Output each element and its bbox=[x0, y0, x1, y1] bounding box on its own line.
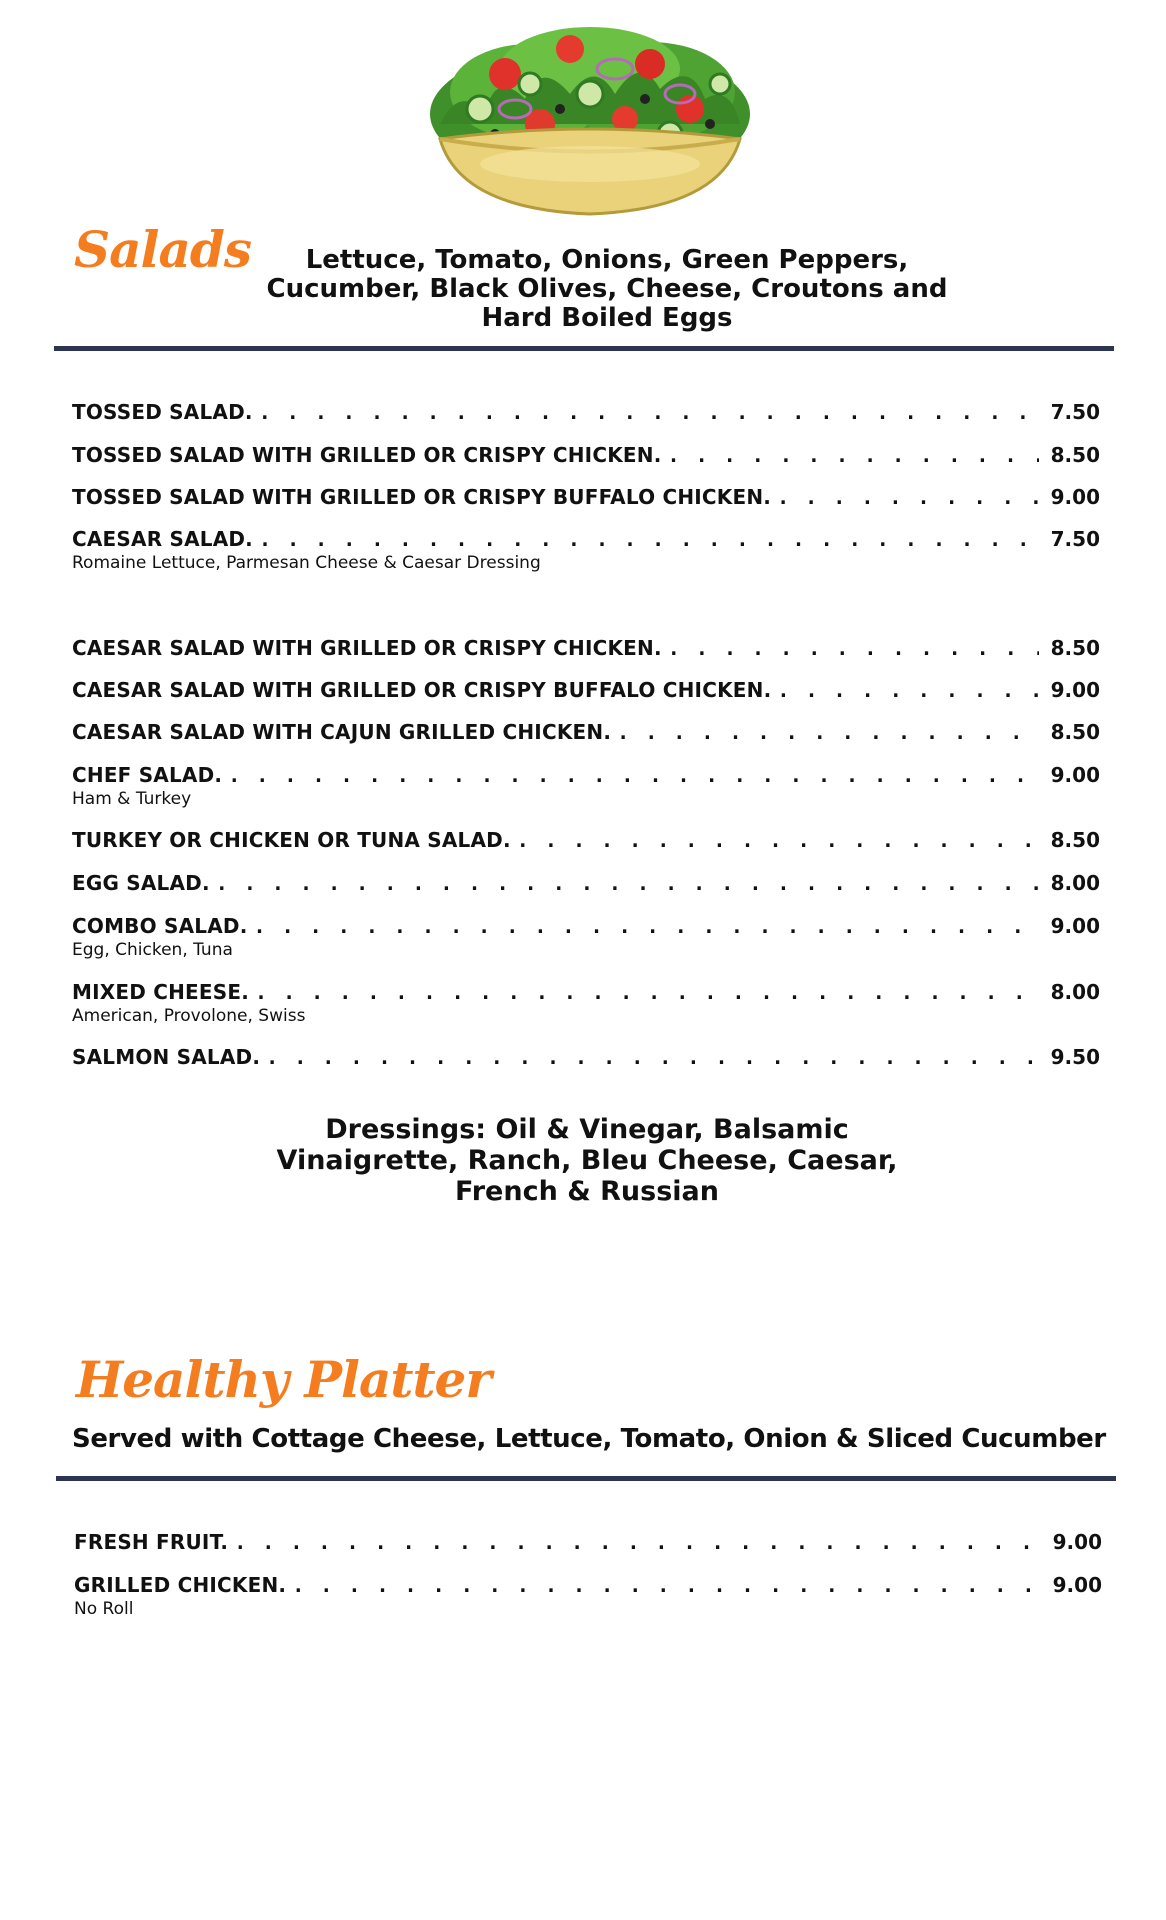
item-price: 9.00 bbox=[1052, 1530, 1102, 1554]
healthy-platter-subtitle: Served with Cottage Cheese, Lettuce, Tomato, Onion & Sliced Cucumber bbox=[72, 1424, 1106, 1454]
item-name: SALMON SALAD. bbox=[72, 1045, 261, 1069]
item-name: FRESH FRUIT. bbox=[74, 1530, 229, 1554]
item-description: Romaine Lettuce, Parmesan Cheese & Caesar Dressing bbox=[72, 553, 541, 573]
item-price: 7.50 bbox=[1050, 400, 1100, 424]
item-price: 8.50 bbox=[1050, 828, 1100, 852]
item-price: 9.00 bbox=[1050, 914, 1100, 938]
salads-title: Salads bbox=[74, 220, 252, 279]
item-price: 9.50 bbox=[1050, 1045, 1100, 1069]
item-price: 9.00 bbox=[1050, 485, 1100, 509]
item-name: CHEF SALAD. bbox=[72, 763, 223, 787]
item-description: American, Provolone, Swiss bbox=[72, 1006, 306, 1026]
item-price: 8.50 bbox=[1050, 636, 1100, 660]
item-name: CAESAR SALAD. bbox=[72, 527, 253, 551]
item-description: No Roll bbox=[74, 1599, 134, 1619]
dressings-line: Dressings: Oil & Vinegar, Balsamic bbox=[325, 1114, 849, 1145]
item-price: 8.00 bbox=[1050, 871, 1100, 895]
item-name: COMBO SALAD. bbox=[72, 914, 248, 938]
item-price: 8.50 bbox=[1050, 720, 1100, 744]
menu-item bbox=[74, 1530, 1102, 1554]
item-name: TURKEY OR CHICKEN OR TUNA SALAD. bbox=[72, 828, 511, 852]
item-price: 9.00 bbox=[1050, 678, 1100, 702]
salads-subtitle-line: Cucumber, Black Olives, Cheese, Croutons and bbox=[266, 274, 948, 304]
item-price: 8.00 bbox=[1050, 980, 1100, 1004]
item-name: TOSSED SALAD WITH GRILLED OR CRISPY BUFFALO CHICKEN. bbox=[72, 485, 772, 509]
healthy-platter-menu-list bbox=[74, 0, 1102, 1640]
item-name: CAESAR SALAD WITH GRILLED OR CRISPY BUFFALO CHICKEN. bbox=[72, 678, 772, 702]
item-name: EGG SALAD. bbox=[72, 871, 210, 895]
item-price: 7.50 bbox=[1050, 527, 1100, 551]
dot-leader bbox=[234, 1530, 1040, 1554]
healthy-platter-title: Healthy Platter bbox=[76, 1350, 491, 1409]
item-name: TOSSED SALAD WITH GRILLED OR CRISPY CHICKEN. bbox=[72, 443, 662, 467]
dressings-line: Vinaigrette, Ranch, Bleu Cheese, Caesar, bbox=[276, 1145, 898, 1176]
dot-leader bbox=[292, 1573, 1040, 1597]
item-price: 9.00 bbox=[1052, 1573, 1102, 1597]
item-name: CAESAR SALAD WITH CAJUN GRILLED CHICKEN. bbox=[72, 720, 612, 744]
menu-item bbox=[74, 1573, 1102, 1619]
item-description: Egg, Chicken, Tuna bbox=[72, 940, 233, 960]
item-name: CAESAR SALAD WITH GRILLED OR CRISPY CHICKEN. bbox=[72, 636, 662, 660]
salads-subtitle-line: Hard Boiled Eggs bbox=[481, 303, 733, 333]
item-name: TOSSED SALAD. bbox=[72, 400, 253, 424]
item-price: 9.00 bbox=[1050, 763, 1100, 787]
item-name: MIXED CHEESE. bbox=[72, 980, 249, 1004]
item-description: Ham & Turkey bbox=[72, 789, 192, 809]
dressings-line: French & Russian bbox=[455, 1176, 719, 1207]
item-name: GRILLED CHICKEN. bbox=[74, 1573, 287, 1597]
salads-subtitle-line: Lettuce, Tomato, Onions, Green Peppers, bbox=[305, 245, 909, 275]
item-price: 8.50 bbox=[1050, 443, 1100, 467]
